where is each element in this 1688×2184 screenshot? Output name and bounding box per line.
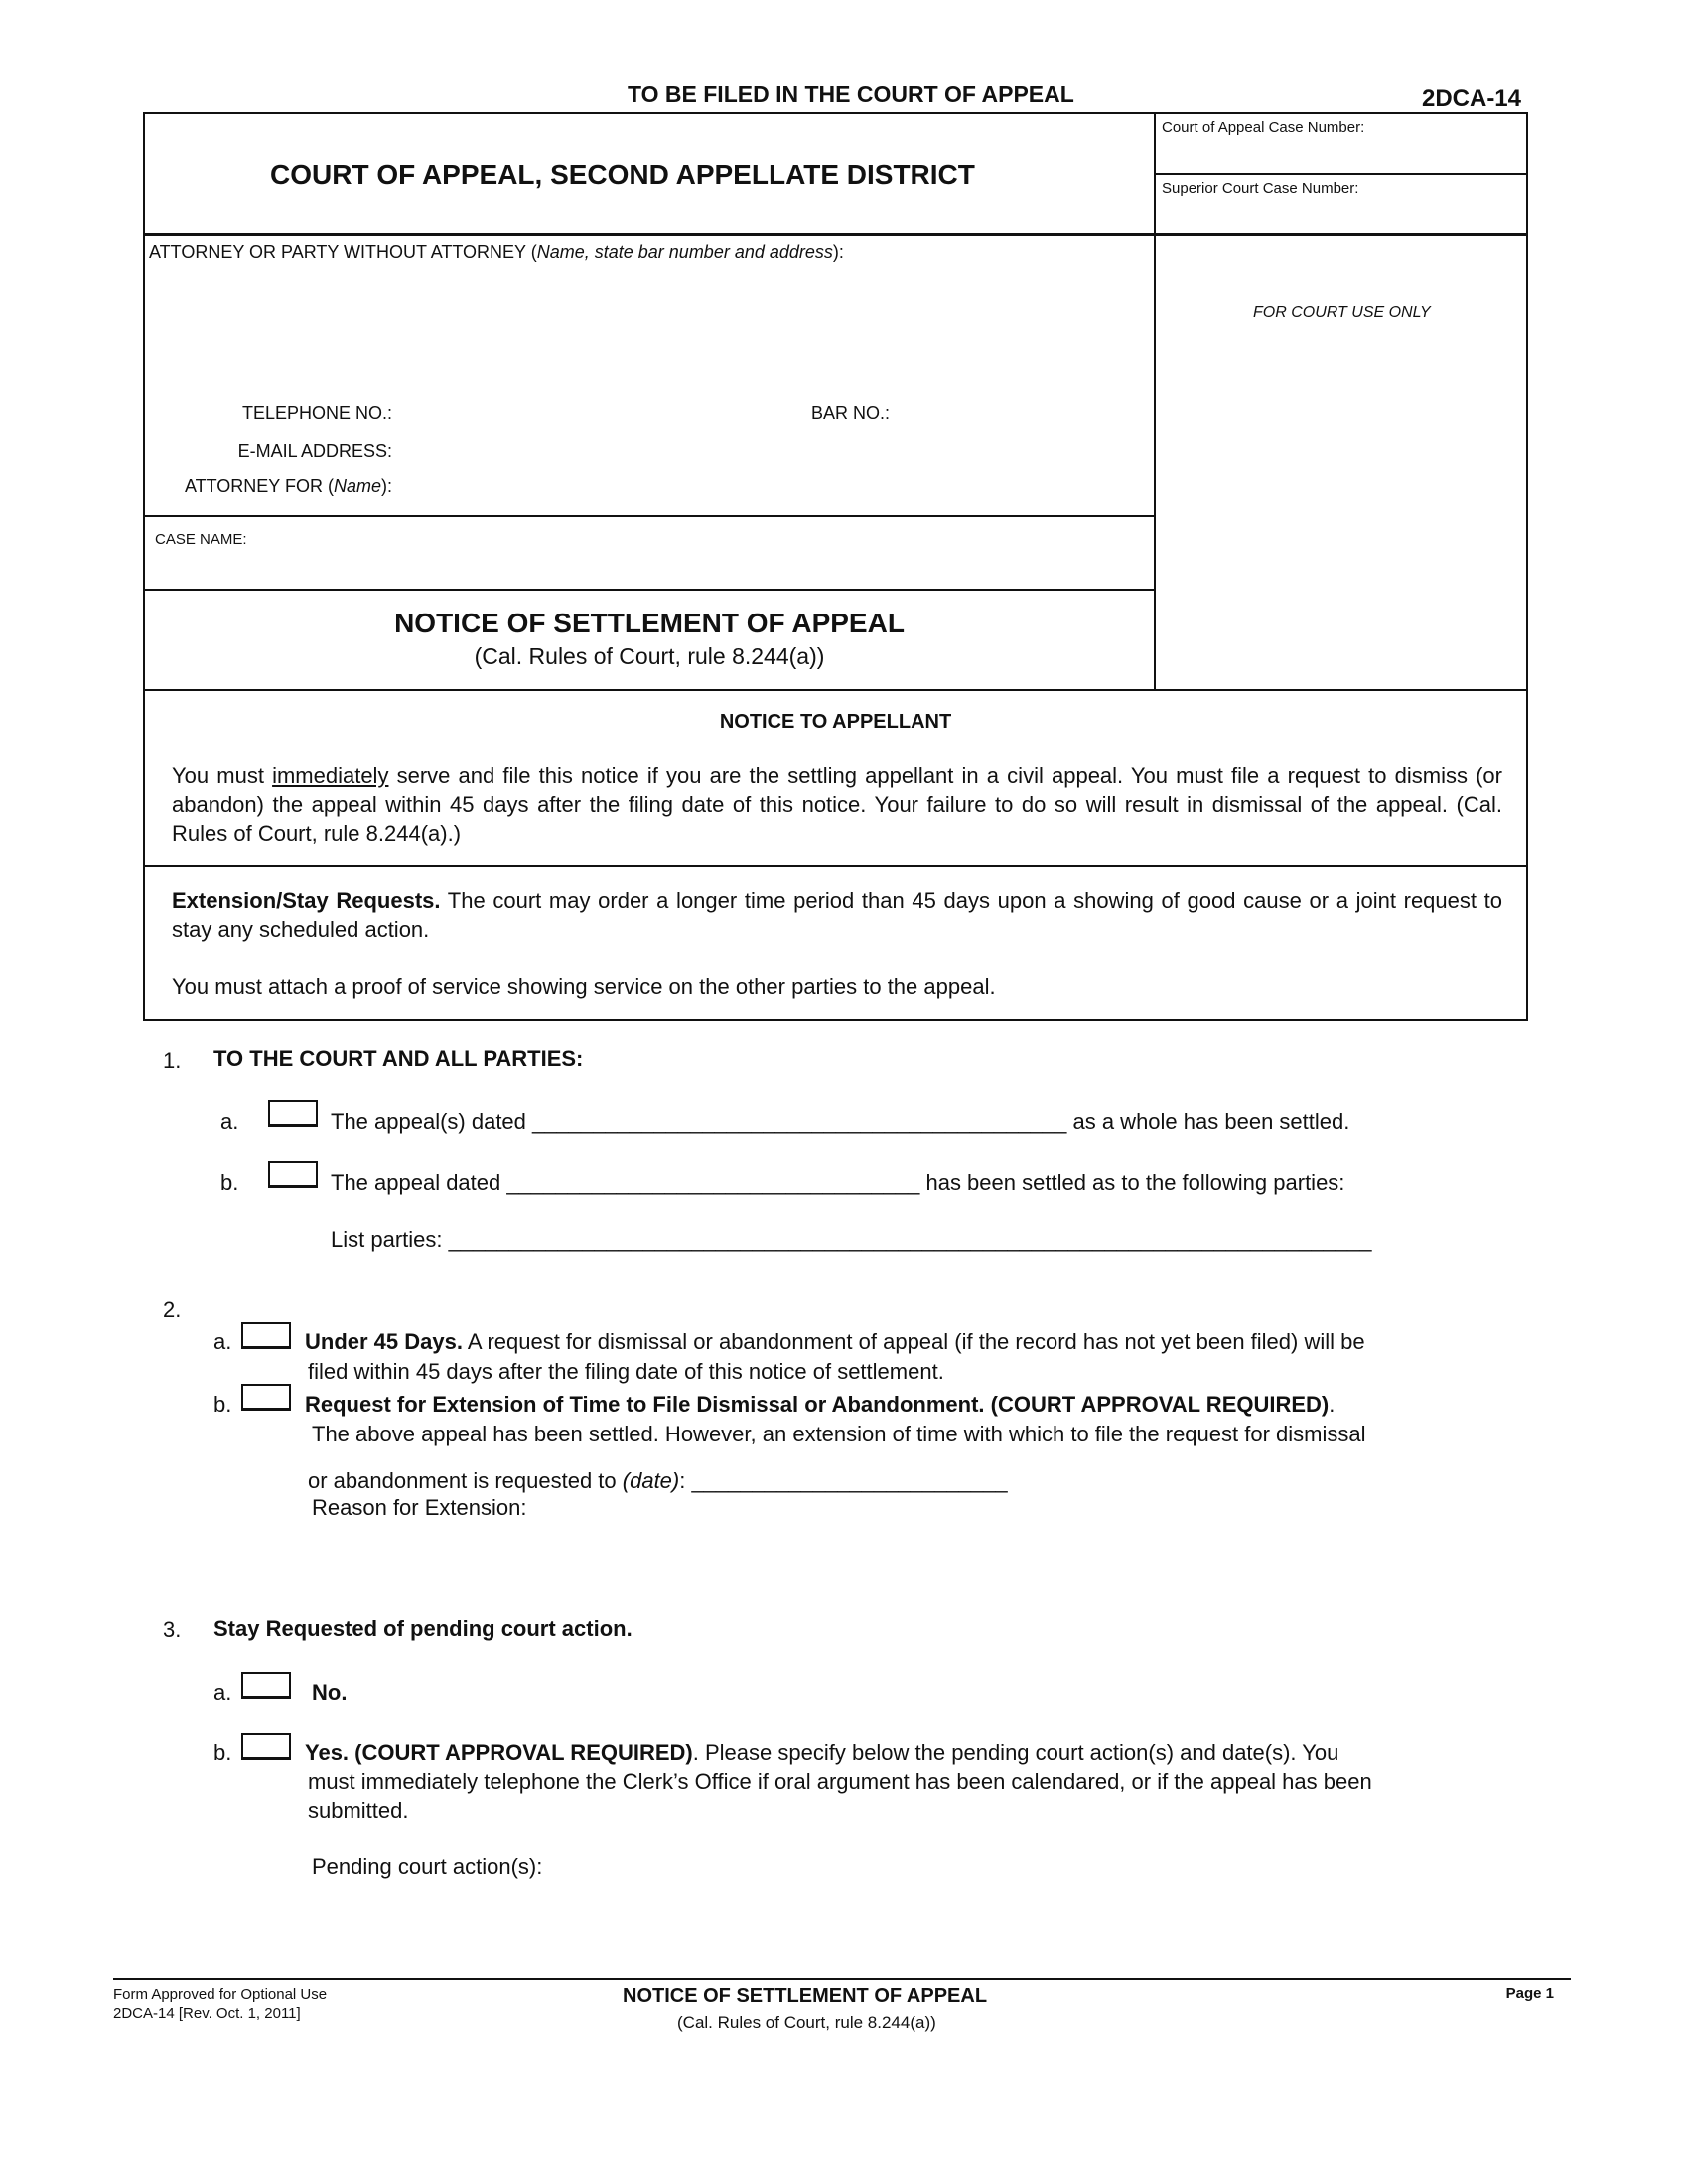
page-number: Page 1 [1505,1985,1554,2002]
label-text: ATTORNEY OR PARTY WITHOUT ATTORNEY ( [149,242,537,262]
item-text: No. [312,1680,348,1705]
label-text: ): [832,242,844,262]
extension-date-field[interactable] [308,1467,1524,1495]
email-field[interactable]: E-MAIL ADDRESS: [237,441,392,461]
reason-field[interactable]: Reason for Extension: [312,1495,527,1520]
text: You must [172,763,273,788]
checkbox-2a[interactable] [241,1322,291,1349]
extension-paragraph [172,887,1502,944]
text: The court may order a longer time period than 45 days upon a showing of good cause or a joint request to stay any scheduled action. [172,888,1502,942]
divider [1154,112,1156,690]
checkbox-1a[interactable] [268,1100,318,1127]
item-text: must immediately telephone the Clerk’s Office if oral argument has been calendared, or if the appeal has been [308,1769,1372,1794]
filed-in-heading: TO BE FILED IN THE COURT OF APPEAL [628,81,1074,107]
text: . Please specify below the pending court action(s) and date(s). You [692,1740,1339,1765]
checkbox[interactable] [268,1100,318,1127]
section-heading: TO THE COURT AND ALL PARTIES: [213,1046,584,1071]
item-letter: b. [213,1740,232,1765]
checkbox[interactable] [241,1322,291,1349]
divider [143,589,1156,591]
item-text [305,1328,1526,1356]
text: A request for dismissal or abandonment of appeal (if the record has not yet been filed) will be [462,1329,1365,1354]
section-heading: Stay Requested of pending court action. [213,1616,633,1641]
notice-heading: NOTICE TO APPELLANT [719,711,952,733]
label-text: ATTORNEY FOR ( [184,477,334,496]
text: (date) [622,1468,680,1493]
footer-approved: Form Approved for Optional Use [113,1986,328,2003]
item-text: submitted. [308,1798,409,1823]
item-text [305,1391,1526,1419]
item-text: filed within 45 days after the filing date of this notice of settlement. [308,1359,944,1384]
item-text: The above appeal has been settled. However, an extension of time with which to file the request for dismissal [312,1422,1366,1446]
checkbox[interactable] [241,1672,291,1699]
pending-actions-field[interactable]: Pending court action(s): [312,1854,543,1879]
label-text: Name [333,477,381,496]
checkbox[interactable] [268,1161,318,1188]
checkbox-3b[interactable] [241,1733,291,1760]
section-number: 1. [163,1048,182,1073]
text: Yes. (COURT APPROVAL REQUIRED) [305,1740,693,1765]
list-parties-field[interactable]: List parties: ____________________________________________________________________________ [331,1227,1372,1252]
label-text: Name, state bar number and address [536,242,833,262]
footer-title: NOTICE OF SETTLEMENT OF APPEAL [623,1985,988,2007]
checkbox-3a[interactable] [241,1672,291,1699]
item-letter: a. [213,1680,232,1705]
item-letter: b. [220,1170,239,1195]
divider [143,233,1528,236]
footer-rule [113,1978,1571,1980]
footer-revision: 2DCA-14 [Rev. Oct. 1, 2011] [113,2005,301,2022]
court-use-only-label: FOR COURT USE ONLY [1253,304,1431,321]
checkbox-1b[interactable] [268,1161,318,1188]
section-number: 3. [163,1617,182,1642]
notice-paragraph [172,761,1502,848]
form-title: NOTICE OF SETTLEMENT OF APPEAL [394,608,905,638]
checkbox-2b[interactable] [241,1384,291,1411]
checkbox[interactable] [241,1733,291,1760]
form-rule: (Cal. Rules of Court, rule 8.244(a)) [474,643,825,669]
superior-case-number-field[interactable]: Superior Court Case Number: [1162,180,1359,197]
text: Extension/Stay Requests. [172,888,441,913]
label-text: ): [381,477,392,496]
divider [143,689,1528,691]
text: Request for Extension of Time to File Dismissal or Abandonment. (COURT APPROVAL REQUIRED) [305,1392,1330,1417]
text: or abandonment is requested to [308,1468,623,1493]
divider [143,865,1528,867]
section-number: 2. [163,1297,182,1322]
form-id: 2DCA-14 [1421,85,1521,112]
attorney-for-field[interactable] [149,477,392,497]
item-text[interactable]: The appeal(s) dated ____________________________________________ as a whole has been settled. [331,1109,1350,1134]
text: : __________________________ [679,1468,1008,1493]
text: . [1329,1392,1336,1417]
footer-rule-text: (Cal. Rules of Court, rule 8.244(a)) [677,2013,936,2032]
item-letter: a. [220,1109,239,1134]
item-text [305,1739,1526,1767]
bar-number-field[interactable]: BAR NO.: [811,403,891,423]
case-name-field[interactable]: CASE NAME: [155,531,247,548]
divider [1154,173,1528,175]
item-text[interactable]: The appeal dated __________________________________ has been settled as to the following parties: [331,1170,1345,1195]
text: Under 45 Days. [305,1329,463,1354]
item-letter: b. [213,1392,232,1417]
appeal-case-number-field[interactable]: Court of Appeal Case Number: [1162,119,1365,136]
telephone-field[interactable]: TELEPHONE NO.: [241,403,392,423]
proof-of-service-note: You must attach a proof of service showing service on the other parties to the appeal. [172,974,996,999]
court-name: COURT OF APPEAL, SECOND APPELLATE DISTRICT [270,159,975,190]
divider [143,515,1156,517]
text: immediately [272,763,389,788]
checkbox[interactable] [241,1384,291,1411]
attorney-field-label[interactable] [149,242,844,263]
text: serve and file this notice if you are the settling appellant in a civil appeal. You must file a request to dismiss (or abandon) the appeal within 45 days after the filing date of this notice. Your failure to do so will result in dismissal of the appeal. (Cal. Rules of Court, rule 8.244(a).) [172,763,1502,846]
item-letter: a. [213,1329,232,1354]
